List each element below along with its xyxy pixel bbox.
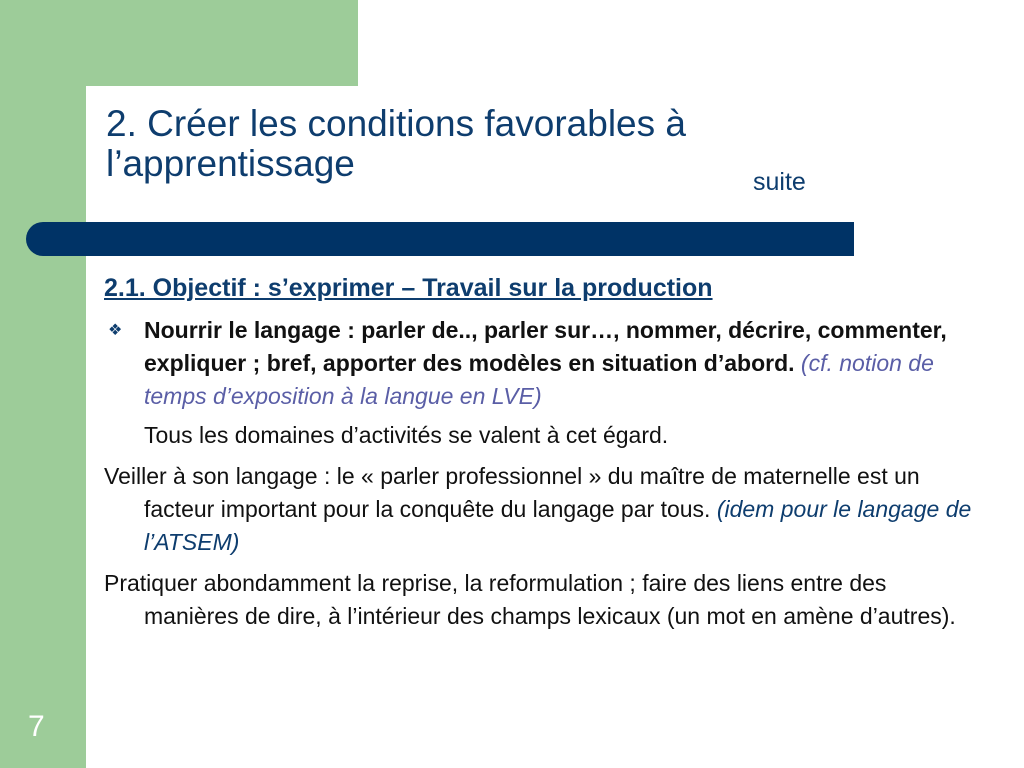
subheading: 2.1. Objectif : s’exprimer – Travail sur la production [104, 274, 713, 302]
paragraph-1-note: (idem pour le langage de l’ATSEM) [144, 496, 972, 555]
page-number: 7 [28, 710, 45, 743]
bullet-followup: Tous les domaines d’activités se valent à cet égard. [144, 422, 669, 448]
paragraph-1 [104, 460, 984, 559]
bullet-note: (cf. notion de temps d’exposition à la langue en LVE) [144, 350, 934, 409]
slide-title [106, 103, 906, 196]
title-suffix: suite [753, 168, 806, 196]
diamond-bullet-icon: ❖ [108, 322, 123, 339]
title-line-2: l’apprentissage [106, 143, 355, 184]
paragraph-2 [104, 567, 984, 633]
green-band-left [0, 0, 86, 768]
slide-content [104, 270, 984, 633]
green-band-top [0, 0, 358, 86]
bullet-item [104, 314, 984, 413]
paragraph-1-text: Veiller à son langage : le « parler professionnel » du maître de maternelle est un facteur important pour la conquête du langage par tous. [104, 463, 920, 522]
title-divider-bar [26, 222, 854, 256]
bullet-bold-text: Nourrir le langage : parler de.., parler sur…, nommer, décrire, commenter, expliquer ; bref, apporter des modèles en situation d’abord. [144, 317, 947, 376]
title-line-1: 2. Créer les conditions favorables à [106, 103, 686, 144]
paragraph-2-text: Pratiquer abondamment la reprise, la reformulation ; faire des liens entre des manières de dire, à l’intérieur des champs lexicaux (un mot en amène d’autres). [104, 570, 956, 629]
